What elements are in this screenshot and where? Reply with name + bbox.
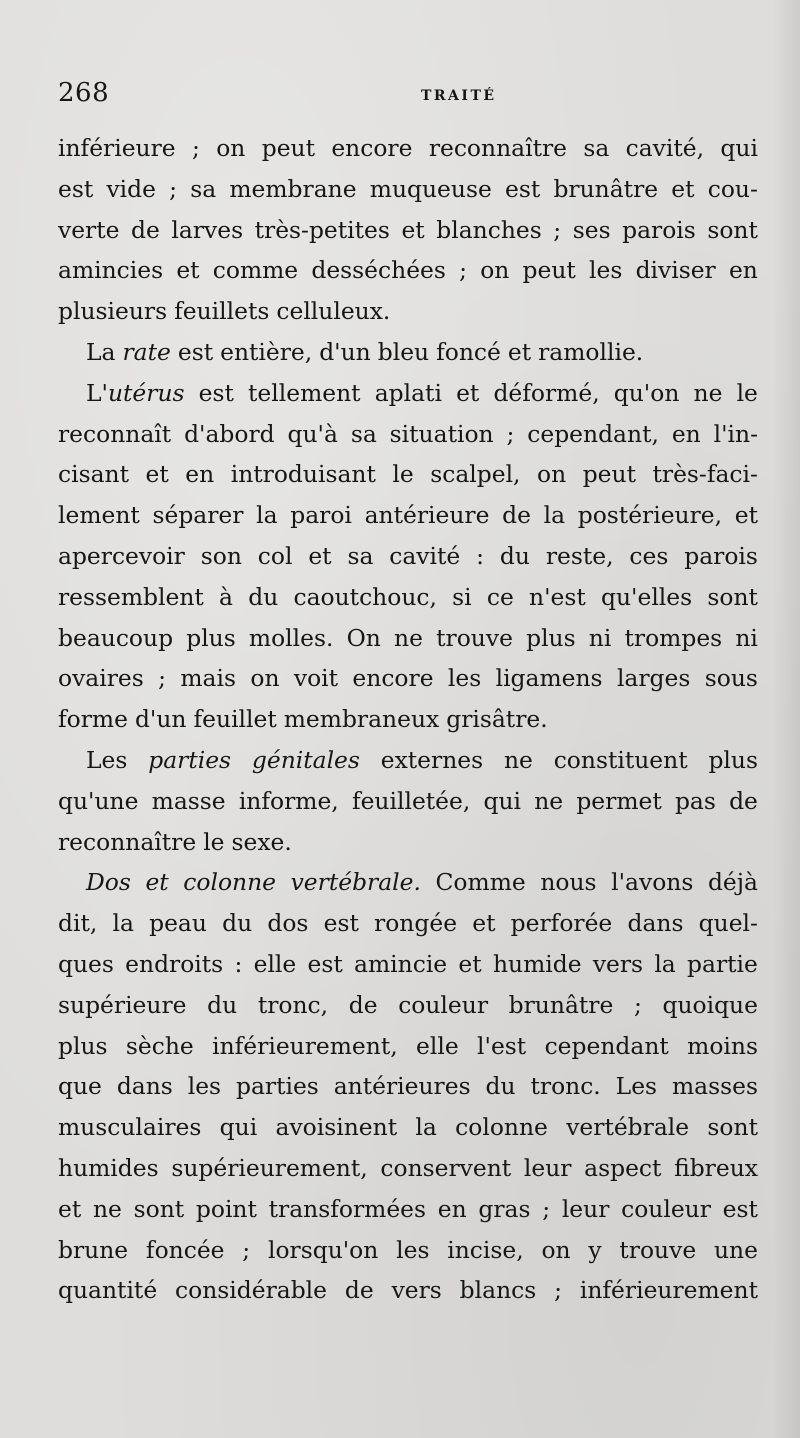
word: cavité [389,541,461,570]
word: celluleux. [276,297,391,326]
running-head: TRAITÉ [421,88,497,104]
word: plus [708,745,758,774]
word: fibreux [674,1153,758,1182]
text-line [58,454,758,495]
word: plus [186,623,236,652]
word: apercevoir [58,541,185,570]
word: molles. [248,623,334,652]
text-line [58,128,758,169]
word: inférieure [58,134,176,162]
word: peut [261,134,315,162]
word: La [86,337,116,366]
word: Comme [435,868,526,897]
word: et [401,215,425,244]
word: dos [267,909,309,938]
word: vertébrale [566,1113,690,1142]
text-line [58,250,758,291]
word: le [392,460,414,489]
word: les [396,1235,430,1264]
word: scalpel, [430,460,521,489]
word: trouve [619,1235,697,1264]
word: ovaires [58,664,144,693]
word: blanches [436,215,542,244]
word: on [250,664,280,693]
word: séparer [152,501,244,530]
word: sous [704,664,758,693]
word: point [195,1194,257,1223]
word: d'un [319,337,371,366]
word: de [729,786,758,815]
word: sont [133,1194,185,1223]
word: reconnaître [428,134,567,162]
word: : [476,541,485,570]
word: vers [592,949,644,978]
word: à [219,582,233,611]
word: tellement [248,378,361,407]
word: larves [171,215,244,244]
word: On [346,623,381,652]
word: sèche [125,1031,194,1060]
word: quel- [698,909,758,938]
word: humides [58,1153,159,1182]
word: forme [58,705,128,734]
word: qui [720,134,758,162]
word: tronc, [257,990,329,1019]
word: elle [416,1031,459,1060]
word: ; [242,1235,251,1264]
word: on [480,256,510,285]
word: qu'elles [601,582,693,611]
word: moins [687,1031,758,1060]
word: ramollie. [538,337,644,366]
text-line [58,1270,758,1311]
word: antérieure [364,501,490,530]
word: que [58,1072,102,1101]
word: et [671,174,695,203]
word: voit [293,664,339,693]
word: sont [707,582,758,611]
word: couleur [621,1194,711,1223]
word: trouve [436,623,513,652]
word: très-petites [254,215,390,244]
word: et [734,501,758,530]
word: sont [707,1113,758,1142]
word: ne [92,1194,122,1223]
text-line [58,332,758,373]
word: peau [149,909,207,938]
word: aspect [584,1153,662,1182]
word: caoutchouc, [293,582,437,611]
word: et [145,460,169,489]
word: avoisinent [275,1113,398,1142]
word: reconnaître [58,827,197,856]
word: encore [331,134,413,162]
word: et [145,868,169,897]
word: la [112,909,134,938]
word: masse [151,786,226,815]
word: L'utérus [86,378,185,407]
text-line [58,1066,758,1107]
word: de [344,1276,374,1305]
word: déformé, [493,378,600,407]
text-line [58,536,758,577]
word: externes [380,745,484,774]
text-line [58,618,758,659]
word: est [58,174,94,203]
word: est [177,337,214,366]
word: ni [588,623,612,652]
word: sa [190,174,217,203]
word: constituent [553,745,688,774]
word: la [543,501,566,530]
text-line [58,1189,758,1230]
word: ; [506,419,515,448]
word: de [348,990,378,1019]
word: permet [576,786,662,815]
word: situation [389,419,494,448]
word: feuillet [193,705,277,734]
word: qu'une [58,786,139,815]
word: endroits [125,949,224,978]
word: membrane [229,174,357,203]
word: desséchées [311,256,446,285]
word: colonne [455,1113,548,1142]
text-line [58,1107,758,1148]
word: ligamens [495,664,603,693]
word: brunâtre [508,990,614,1019]
word: ; [158,664,167,693]
text-line [58,740,758,781]
word: introduisant [230,460,376,489]
word: cisant [58,460,129,489]
word: diviser [635,256,716,285]
word: plus [58,1031,108,1060]
word: lorsqu'on [267,1235,379,1264]
word: qu'on [613,378,680,407]
word: on [537,460,567,489]
word: et [176,256,200,285]
word: bleu [377,337,430,366]
word: inférieurement [579,1276,758,1305]
word: entière, [220,337,313,366]
word: col [257,541,293,570]
word: partie [687,949,758,978]
word: quantité [58,1276,158,1305]
word: qu'à [287,419,338,448]
word: couleur [398,990,489,1019]
word: amincie [354,949,448,978]
word: sa [350,419,377,448]
word: feuilletée, [351,786,471,815]
word: antérieures [333,1072,471,1101]
word: brune [58,1235,129,1264]
word: très-faci- [652,460,758,489]
word: paroi [290,501,352,530]
text-line [58,699,758,740]
word: trompes [624,623,723,652]
text-line [58,985,758,1026]
word: sa [583,134,610,162]
word: aplati [374,378,442,407]
word: peut [522,256,576,285]
word: vertébrale. [290,868,421,897]
text-line [58,944,758,985]
word: la [256,501,278,530]
word: blancs [459,1276,537,1305]
word: Dos [86,868,131,897]
word: déjà [707,868,758,897]
word: est [323,909,359,938]
word: ; [553,215,562,244]
word: tronc. [530,1072,601,1101]
word: parois [622,215,696,244]
word: d'abord [184,419,275,448]
text-line [58,781,758,822]
word: ses [572,215,611,244]
word: l'in- [713,419,758,448]
word: larges [616,664,691,693]
word: du [248,582,279,611]
word: muqueuse [369,174,492,203]
word: dans [627,909,684,938]
word: : [234,949,243,978]
word: perforée [510,909,613,938]
word: elle [253,949,297,978]
word: quoique [662,990,758,1019]
word: brunâtre [553,174,659,203]
word: ne [534,786,564,815]
word: on [216,134,246,162]
word: foncé [436,337,501,366]
word: en [728,256,758,285]
word: n'est [529,582,586,611]
word: cou- [707,174,758,203]
word: du [222,909,253,938]
word: est [307,949,343,978]
word: dit, [58,909,98,938]
word: est [198,378,234,407]
word: son [200,541,242,570]
word: les [589,256,623,285]
word: une [713,1235,758,1264]
word: l'avons [611,868,694,897]
word: ; [169,174,178,203]
body-text [58,128,758,1311]
word: ; [459,256,467,285]
text-line [58,373,758,414]
word: comme [212,256,299,285]
word: la [415,1113,437,1142]
word: nous [540,868,597,897]
text-line [58,414,758,455]
page-edge-shadow [772,0,800,1438]
word: du [499,541,530,570]
word: pas [674,786,716,815]
word: ; [554,1276,562,1305]
word: rongée [374,909,458,938]
text-line [58,1148,758,1189]
word: parties [148,745,232,774]
word: en [671,419,701,448]
text-line [58,1026,758,1067]
word: colonne [183,868,276,897]
word: y [588,1235,602,1264]
word: leur [561,1194,610,1223]
text-line [58,822,758,863]
word: du [207,990,238,1019]
word: sont [707,215,758,244]
word: cavité, [625,134,705,162]
text-line [58,210,758,251]
word: on [541,1235,571,1264]
word: ces [629,541,669,570]
text-line [58,862,758,903]
word: ques [58,949,114,978]
word: gras [478,1194,531,1223]
word: encore [352,664,434,693]
word: sexe. [231,827,292,856]
word: l'est [477,1031,527,1060]
text-line [58,495,758,536]
word: verte [58,215,120,244]
word: si [452,582,472,611]
word: vers [391,1276,442,1305]
word: musculaires [58,1113,202,1142]
word: et [58,1194,82,1223]
word: ; [633,990,642,1019]
word: supérieure [58,990,187,1019]
text-line [58,658,758,699]
word: masses [671,1072,758,1101]
word: ni [735,623,758,652]
word: informe, [238,786,339,815]
word: leur [523,1153,572,1182]
text-line [58,291,758,332]
word: cependant, [527,419,659,448]
word: sa [347,541,374,570]
word: et [308,541,332,570]
word: et [507,337,532,366]
word: plusieurs [58,297,168,326]
word: rate [122,337,171,366]
word: reste, [545,541,614,570]
page-header [58,78,758,118]
word: vide [106,174,156,203]
text-line [58,903,758,944]
word: humide [492,949,582,978]
word: considérable [175,1276,328,1305]
word: et [456,378,480,407]
word: du [485,1072,516,1101]
word: et [458,949,482,978]
text-line [58,169,758,210]
word: les [187,1072,222,1101]
word: feuillets [174,297,270,326]
word: ; [191,134,200,162]
word: les [447,664,482,693]
word: transformées [268,1194,427,1223]
word: reconnaît [58,419,172,448]
word: peut [582,460,636,489]
word: la [654,949,676,978]
word: ne [394,623,423,652]
word: qui [483,786,522,815]
word: lement [58,501,140,530]
word: inférieurement, [212,1031,398,1060]
word: dans [116,1072,173,1101]
word: qui [219,1113,258,1142]
word: foncée [145,1235,225,1264]
text-line [58,1230,758,1271]
word: en [437,1194,467,1223]
word: de [131,215,160,244]
word: d'un [134,705,187,734]
text-line [58,577,758,618]
word: mais [180,664,236,693]
word: ; [542,1194,551,1223]
word: génitales [251,745,360,774]
word: amincies [58,256,164,285]
word: parois [684,541,758,570]
word: le [203,827,225,856]
word: postérieure, [577,501,723,530]
word: membraneux [283,705,440,734]
word: en [185,460,215,489]
word: beaucoup [58,623,174,652]
word: cependant [544,1031,669,1060]
word: Les [615,1072,658,1101]
word: supérieurement, [171,1153,368,1182]
word: grisâtre. [446,705,548,734]
word: parties [235,1072,319,1101]
word: ne [503,745,533,774]
word: Les [86,745,128,774]
page-number: 268 [58,78,110,108]
word: plus [526,623,576,652]
word: incise, [447,1235,524,1264]
word: ressemblent [58,582,204,611]
word: ne [693,378,723,407]
word: de [502,501,531,530]
word: est [722,1194,758,1223]
word: ce [486,582,514,611]
word: et [472,909,496,938]
word: conservent [380,1153,512,1182]
word: est [505,174,541,203]
word: le [736,378,758,407]
